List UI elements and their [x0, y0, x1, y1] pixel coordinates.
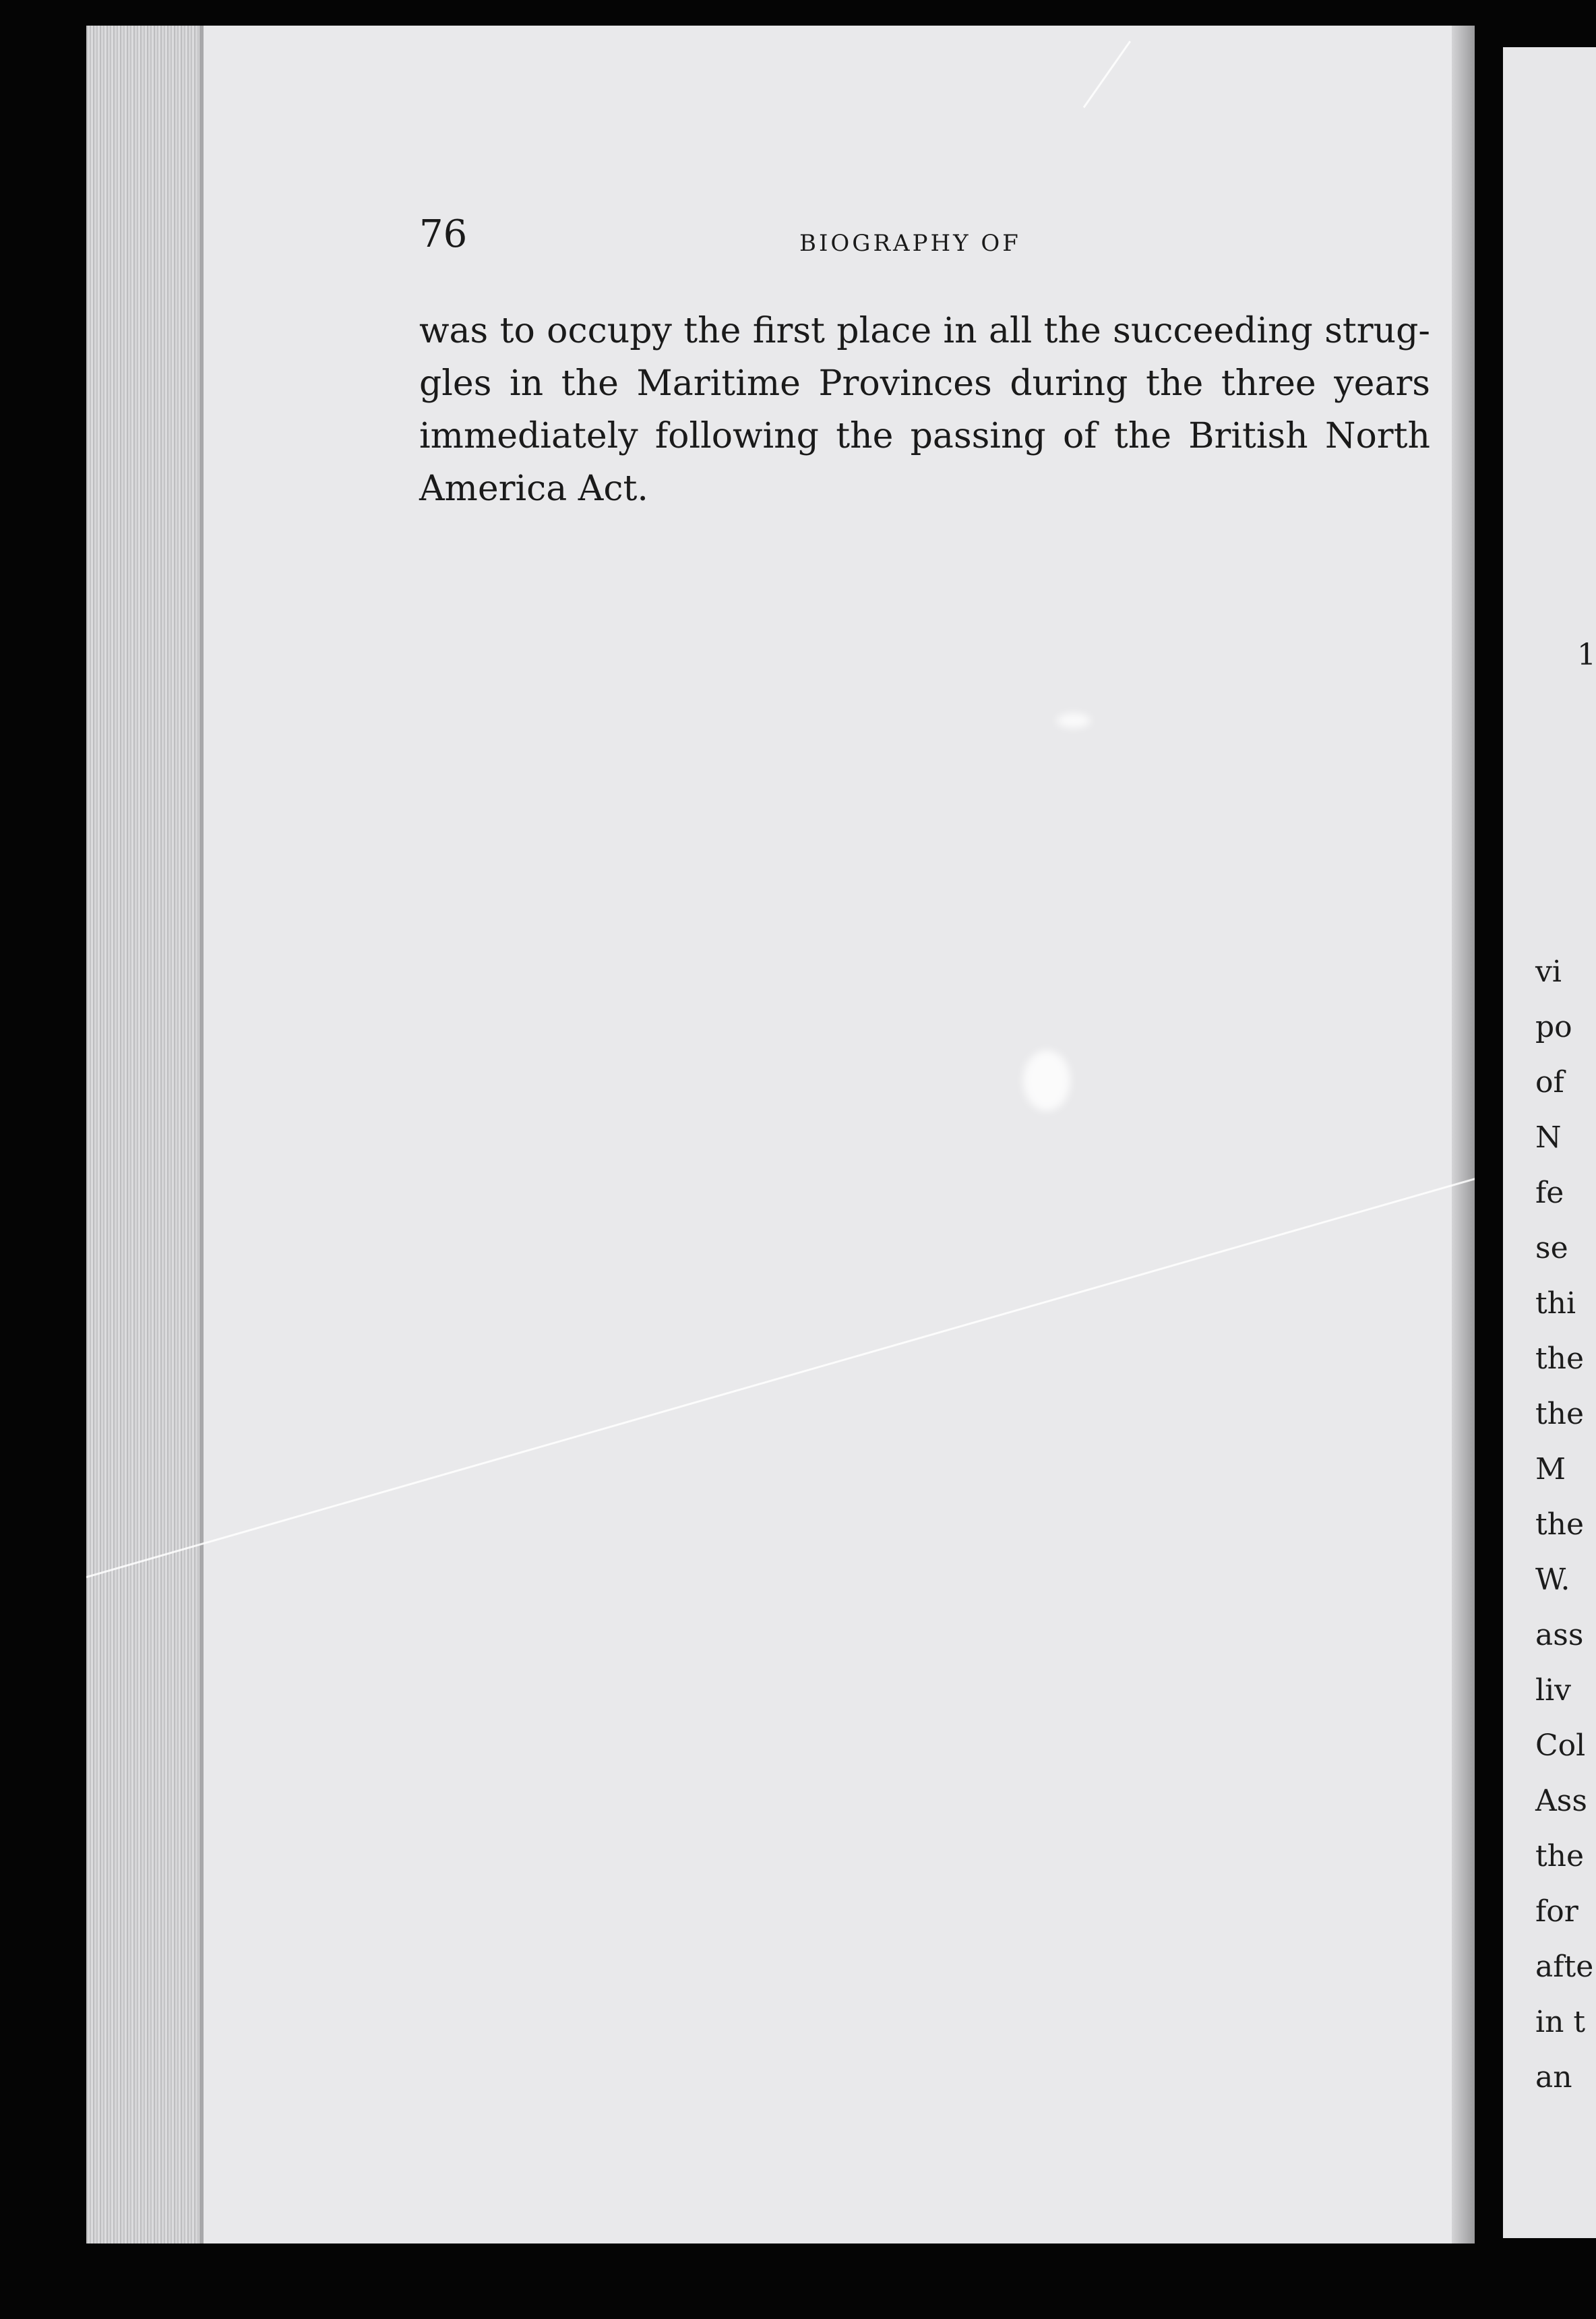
- right-page-fragment: of: [1535, 1065, 1564, 1100]
- right-page-fragment: se: [1535, 1231, 1568, 1265]
- running-head: BIOGRAPHY OF: [799, 230, 1021, 257]
- scan-scratch: [1083, 40, 1131, 108]
- right-page-fragment: 1: [1577, 638, 1596, 672]
- right-page-fragment: vi: [1535, 955, 1562, 989]
- right-page-fragment: the: [1535, 1342, 1585, 1376]
- right-page-fragment: afte: [1535, 1950, 1594, 1984]
- right-page-fragment: M: [1535, 1452, 1566, 1486]
- page-edges: [86, 26, 200, 2243]
- right-page-fragment: the: [1535, 1839, 1585, 1873]
- scan-blemish: [1023, 1050, 1070, 1111]
- right-page-fragment: Col: [1535, 1728, 1586, 1763]
- body-paragraph: [419, 305, 1430, 515]
- right-page-fragment: Ass: [1535, 1784, 1587, 1818]
- right-page-fragment: W.: [1535, 1563, 1570, 1597]
- right-page-fragment: thi: [1535, 1286, 1576, 1321]
- page-gutter: [1452, 26, 1475, 2243]
- body-line: gles in the Maritime Provinces during the three years: [419, 363, 1430, 404]
- right-page-fragment: liv: [1535, 1673, 1572, 1708]
- right-page-fragment: fe: [1535, 1176, 1564, 1210]
- right-page-fragment: the: [1535, 1397, 1585, 1431]
- right-page-fragment: N: [1535, 1120, 1562, 1155]
- page-number: 76: [419, 212, 468, 256]
- right-page-fragment: for: [1535, 1894, 1578, 1929]
- body-line: America Act.: [419, 469, 648, 509]
- body-line: immediately following the passing of the British North: [419, 416, 1430, 456]
- body-line: was to occupy the first place in all the succeeding strug-: [419, 311, 1430, 351]
- right-page-fragment: an: [1535, 2060, 1572, 2095]
- right-page: [1503, 47, 1596, 2238]
- right-page-fragment: ass: [1535, 1618, 1584, 1652]
- scan-scratch: [86, 1168, 1475, 1578]
- right-page-fragment: in t: [1535, 2005, 1586, 2039]
- right-page-fragment: the: [1535, 1507, 1585, 1542]
- right-page-fragment: po: [1535, 1010, 1572, 1044]
- scan-blemish: [1057, 713, 1091, 728]
